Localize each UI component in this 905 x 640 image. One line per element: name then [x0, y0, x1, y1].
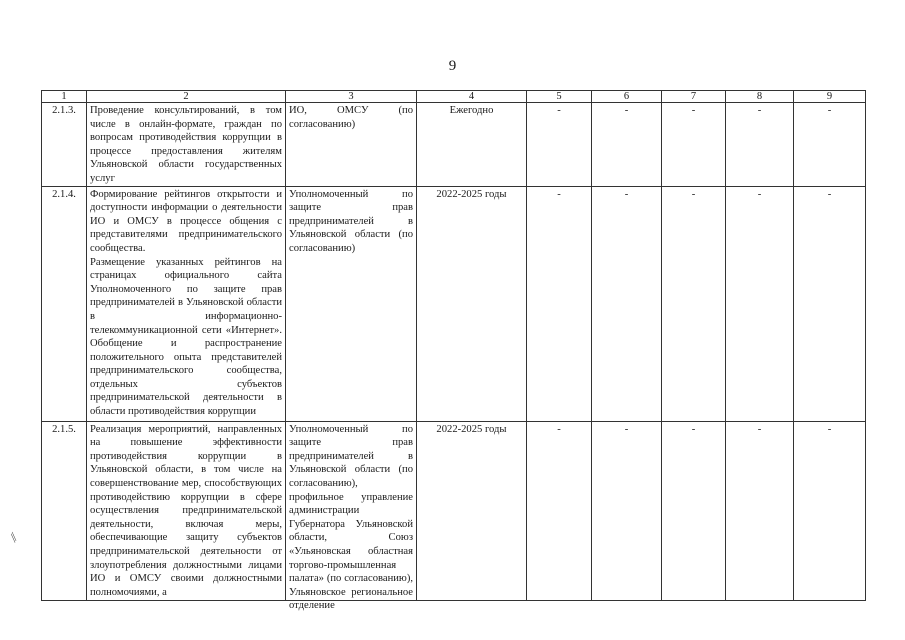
item-number: 2.1.5.: [42, 421, 87, 600]
item-executor: ИО, ОМСУ (по согласованию): [286, 103, 417, 187]
description-paragraph: Формирование рейтингов открытости и доступности информации о деятельности ИО и ОМСУ в процессе общения с представителями предпринимательского сообщества.: [90, 188, 282, 254]
column-header: 9: [794, 91, 866, 103]
description-paragraph: Проведение консультирований, в том числе в онлайн-формате, граждан по вопросам противодействия коррупции в процессе предоставления жителям Ульяновской области государственных услуг: [90, 105, 282, 184]
activity-plan-table: [41, 90, 866, 612]
description-paragraph: Реализация мероприятий, направленных на повышение эффективности противодействия коррупции в Ульяновской области, в том числе на совершенствование мер, способствующих противодействию коррупции в сфере осуществления предпринимательской деятельности, включая меры, обеспечивающие защиту субъектов предпринимательской деятельности от злоупотребления должностными лицами ИО и ОМСУ своими должностными полномочиями, а: [90, 423, 282, 598]
item-executor: Уполномоченный по защите прав предпринимателей в Ульяновской области (по согласованию): [286, 186, 417, 421]
item-executor: [286, 421, 417, 612]
item-period: 2022-2025 годы: [417, 421, 527, 600]
column-header: 4: [417, 91, 527, 103]
item-description: [87, 421, 286, 600]
item-description: [87, 186, 286, 421]
table-row: [42, 186, 866, 421]
item-number: 2.1.4.: [42, 186, 87, 421]
column-header: 5: [527, 91, 592, 103]
table-header-row: [42, 91, 866, 103]
margin-scribble-icon: ⁄⁄: [6, 532, 21, 543]
item-col5: -: [527, 421, 592, 600]
item-col8: -: [726, 103, 794, 187]
item-col7: -: [662, 103, 726, 187]
column-header: 1: [42, 91, 87, 103]
item-period: Ежегодно: [417, 103, 527, 187]
item-col5: -: [527, 186, 592, 421]
item-col6: -: [592, 421, 662, 600]
description-paragraph: Размещение указанных рейтингов на страницах официального сайта Уполномоченного по защите прав предпринимателей в Ульяновской области в информационно-телекоммуникационной сети «Интернет». Обобщение и распространение положительного опыта представителей предпринимательского сообщества, отдельных субъектов предпринимательской деятельности в области противодействия коррупции: [90, 256, 282, 418]
executor-text: Уполномоченный по защите прав предпринимателей в Ульяновской области (по согласованию), профильное управление администрации Губернатора Ульяновской области, Союз «Ульяновская областная торгово-промышленная палата» (по согласованию), Ульяновское региональное отделение: [289, 423, 413, 612]
item-col9: -: [794, 186, 866, 421]
column-header: 2: [87, 91, 286, 103]
item-col5: -: [527, 103, 592, 187]
item-period: 2022-2025 годы: [417, 186, 527, 421]
item-col8: -: [726, 186, 794, 421]
item-col7: -: [662, 186, 726, 421]
item-col6: -: [592, 186, 662, 421]
item-col6: -: [592, 103, 662, 187]
column-header: 6: [592, 91, 662, 103]
item-col9: -: [794, 103, 866, 187]
item-col7: -: [662, 421, 726, 600]
table-row: [42, 103, 866, 187]
item-col9: -: [794, 421, 866, 600]
page-number: 9: [448, 58, 457, 74]
item-description: [87, 103, 286, 187]
table-row: [42, 421, 866, 600]
column-header: 8: [726, 91, 794, 103]
column-header: 3: [286, 91, 417, 103]
item-number: 2.1.3.: [42, 103, 87, 187]
item-col8: -: [726, 421, 794, 600]
column-header: 7: [662, 91, 726, 103]
